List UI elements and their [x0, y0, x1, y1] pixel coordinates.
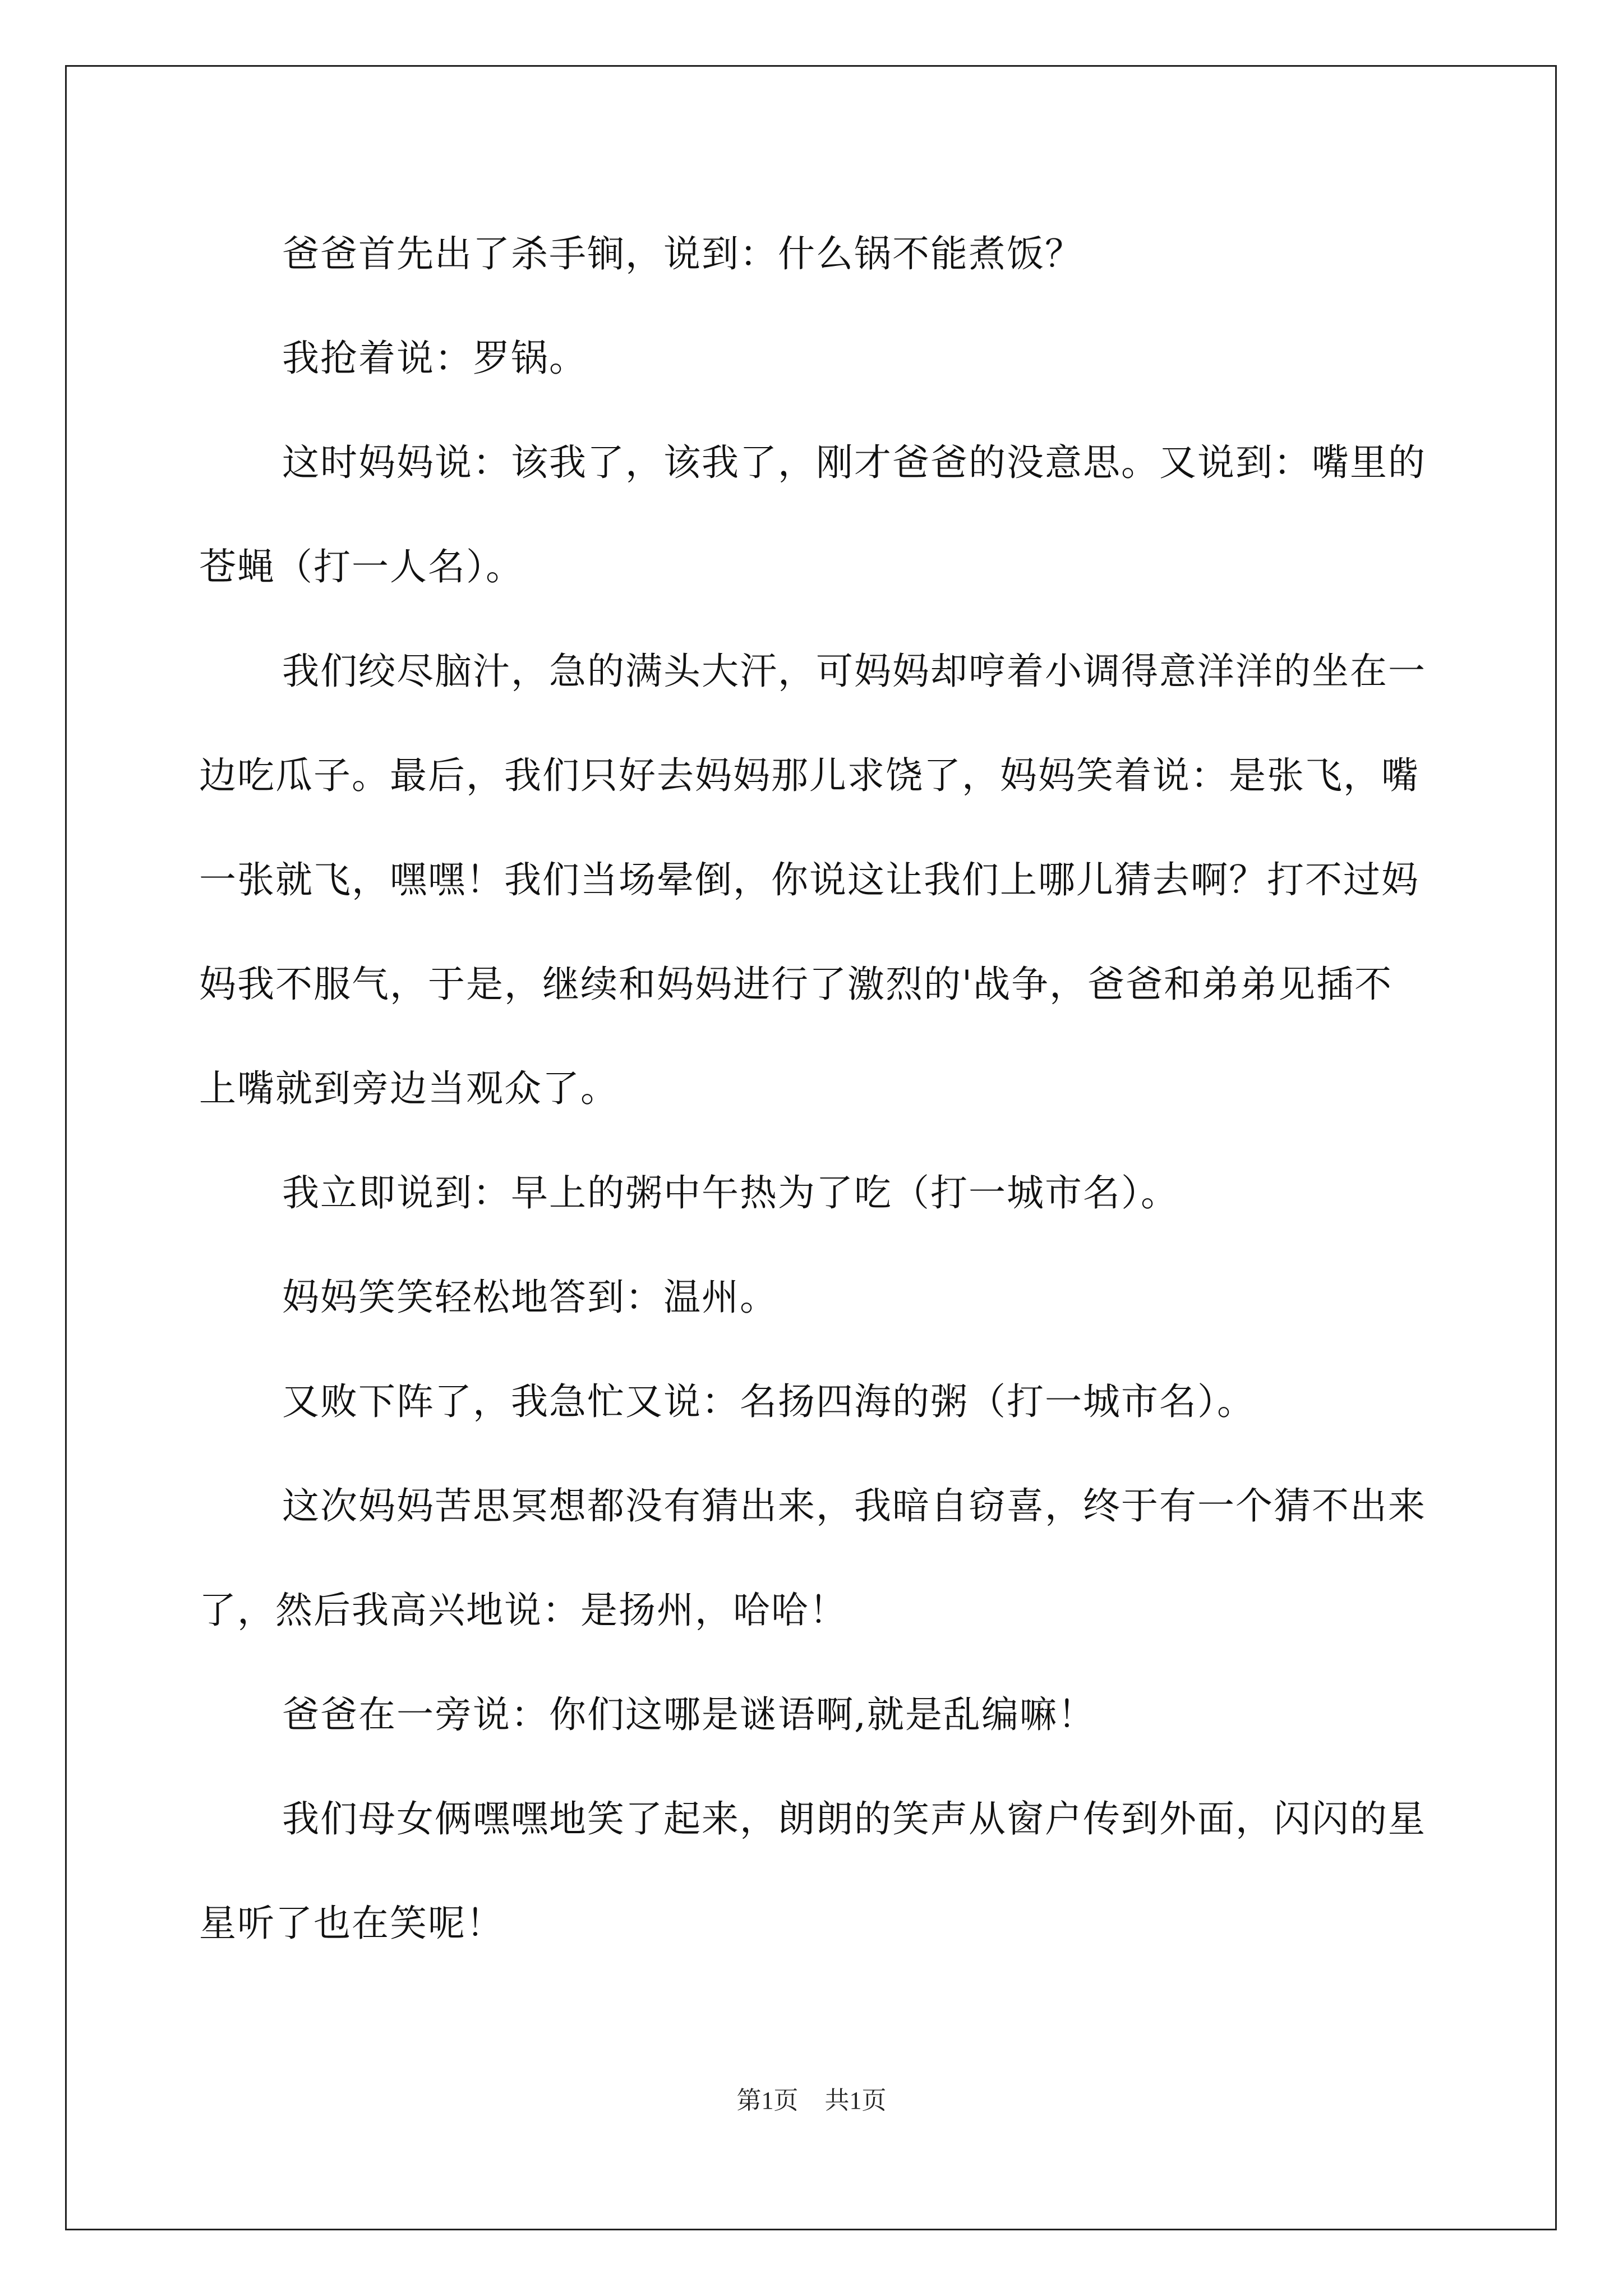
paragraph-2: 我抢着说：罗锅。 — [282, 337, 587, 380]
paragraph-3: 这时妈妈说：该我了，该我了，刚才爸爸的没意思。又说到：嘴里的苍蝇（打一人名）。 — [199, 441, 1426, 588]
document-body — [199, 202, 1427, 1976]
page-footer — [0, 2080, 1623, 2116]
paragraph-8: 这次妈妈苦思冥想都没有猜出来，我暗自窃喜，终于有一个猜不出来了，然后我高兴地说：是扬州，哈哈！ — [199, 1484, 1426, 1632]
paragraph-5: 我立即说到：早上的粥中午热为了吃（打一城市名）。 — [282, 1171, 1179, 1214]
page-number: 第1页 — [736, 2087, 799, 2114]
paragraph-10: 我们母女俩嘿嘿地笑了起来，朗朗的笑声从窗户传到外面，闪闪的星星听了也在笑呢！ — [199, 1797, 1426, 1945]
paragraph-9: 爸爸在一旁说：你们这哪是谜语啊,就是乱编嘛！ — [282, 1693, 1096, 1736]
paragraph-4: 我们绞尽脑汁，急的满头大汗，可妈妈却哼着小调得意洋洋的坐在一边吃瓜子。最后，我们只好去妈妈那儿求饶了，妈妈笑着说：是张飞，嘴一张就飞，嘿嘿！我们当场晕倒，你说这让我们上哪儿猜去啊？打不过妈妈我不服气，于是，继续和妈妈进行了激烈的'战争，爸爸和弟弟见插不上嘴就到旁边当观众了。 — [199, 650, 1426, 1110]
paragraph-1: 爸爸首先出了杀手锏，说到：什么锅不能煮饭？ — [282, 232, 1083, 275]
paragraph-6: 妈妈笑笑轻松地答到：温州。 — [282, 1276, 778, 1319]
paragraph-7: 又败下阵了，我急忙又说：名扬四海的粥（打一城市名）。 — [282, 1380, 1255, 1423]
page-total: 共1页 — [824, 2087, 887, 2114]
